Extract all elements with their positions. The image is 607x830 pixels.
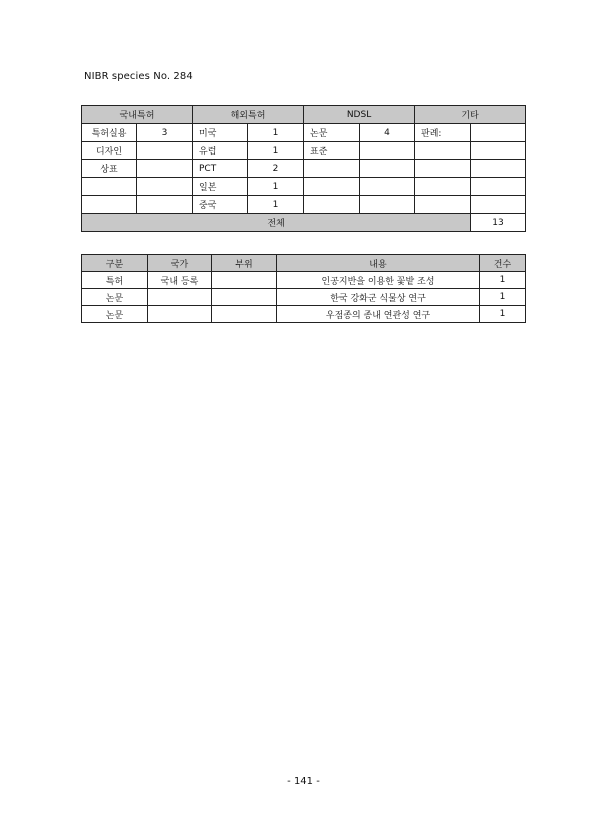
table-cell (137, 142, 193, 160)
table-cell (471, 160, 526, 178)
table-cell (415, 196, 471, 214)
table-cell (137, 178, 193, 196)
table-cell (212, 306, 277, 323)
table-cell (415, 178, 471, 196)
table-cell: 논문 (82, 289, 148, 306)
summary-table (81, 105, 526, 232)
header-content: 내용 (277, 255, 480, 272)
table-cell (212, 289, 277, 306)
table-cell (137, 196, 193, 214)
table-cell: 1 (248, 178, 304, 196)
table-cell (137, 160, 193, 178)
table-row (82, 289, 526, 306)
table-cell (304, 196, 360, 214)
total-row (82, 214, 526, 232)
table-cell (471, 142, 526, 160)
table-cell: 인공지반을 이용한 꽃밭 조성 (277, 272, 480, 289)
species-number-label: NIBR species No. 284 (84, 71, 193, 82)
table-cell (415, 160, 471, 178)
table-cell (471, 124, 526, 142)
total-value: 13 (471, 214, 526, 232)
detail-table (81, 254, 526, 323)
table-cell: 1 (480, 289, 526, 306)
table-cell: 한국 강화군 식물상 연구 (277, 289, 480, 306)
table-cell (82, 178, 137, 196)
table-cell: PCT (193, 160, 248, 178)
table-cell: 상표 (82, 160, 137, 178)
header-foreign-patent: 해외특허 (193, 106, 304, 124)
table-cell (471, 196, 526, 214)
header-count: 건수 (480, 255, 526, 272)
table-row (82, 306, 526, 323)
header-ndsl: NDSL (304, 106, 415, 124)
table-cell: 디자인 (82, 142, 137, 160)
table-cell: 우점종의 종내 연관성 연구 (277, 306, 480, 323)
detail-header-row (82, 255, 526, 272)
table-cell (360, 178, 415, 196)
table-cell: 1 (480, 306, 526, 323)
page-number: - 141 - (287, 776, 320, 787)
table-cell: 3 (137, 124, 193, 142)
table-cell: 특허실용 (82, 124, 137, 142)
table-cell: 미국 (193, 124, 248, 142)
table-cell (148, 306, 212, 323)
table-cell: 1 (248, 196, 304, 214)
table-cell: 1 (248, 142, 304, 160)
table-cell (82, 196, 137, 214)
table-cell (148, 289, 212, 306)
header-part: 부위 (212, 255, 277, 272)
table-cell: 논문 (304, 124, 360, 142)
table-cell: 1 (480, 272, 526, 289)
header-other: 기타 (415, 106, 526, 124)
table-cell (304, 160, 360, 178)
table-cell: 2 (248, 160, 304, 178)
total-label: 전체 (82, 214, 471, 232)
table-row (82, 124, 526, 142)
table-cell (471, 178, 526, 196)
header-country: 국가 (148, 255, 212, 272)
table-cell: 특허 (82, 272, 148, 289)
table-cell (360, 142, 415, 160)
table-cell: 일본 (193, 178, 248, 196)
table-cell (415, 142, 471, 160)
table-row (82, 160, 526, 178)
table-row (82, 178, 526, 196)
table-row (82, 142, 526, 160)
table-row (82, 272, 526, 289)
table-cell: 중국 (193, 196, 248, 214)
table-cell (212, 272, 277, 289)
table-cell: 논문 (82, 306, 148, 323)
table-cell (360, 160, 415, 178)
table-cell: 판례: (415, 124, 471, 142)
table-cell: 유럽 (193, 142, 248, 160)
table-cell: 국내 등록 (148, 272, 212, 289)
summary-header-row (82, 106, 526, 124)
header-category: 구분 (82, 255, 148, 272)
table-cell: 1 (248, 124, 304, 142)
table-cell (304, 178, 360, 196)
table-row (82, 196, 526, 214)
table-cell (360, 196, 415, 214)
header-domestic-patent: 국내특허 (82, 106, 193, 124)
table-cell: 4 (360, 124, 415, 142)
table-cell: 표준 (304, 142, 360, 160)
